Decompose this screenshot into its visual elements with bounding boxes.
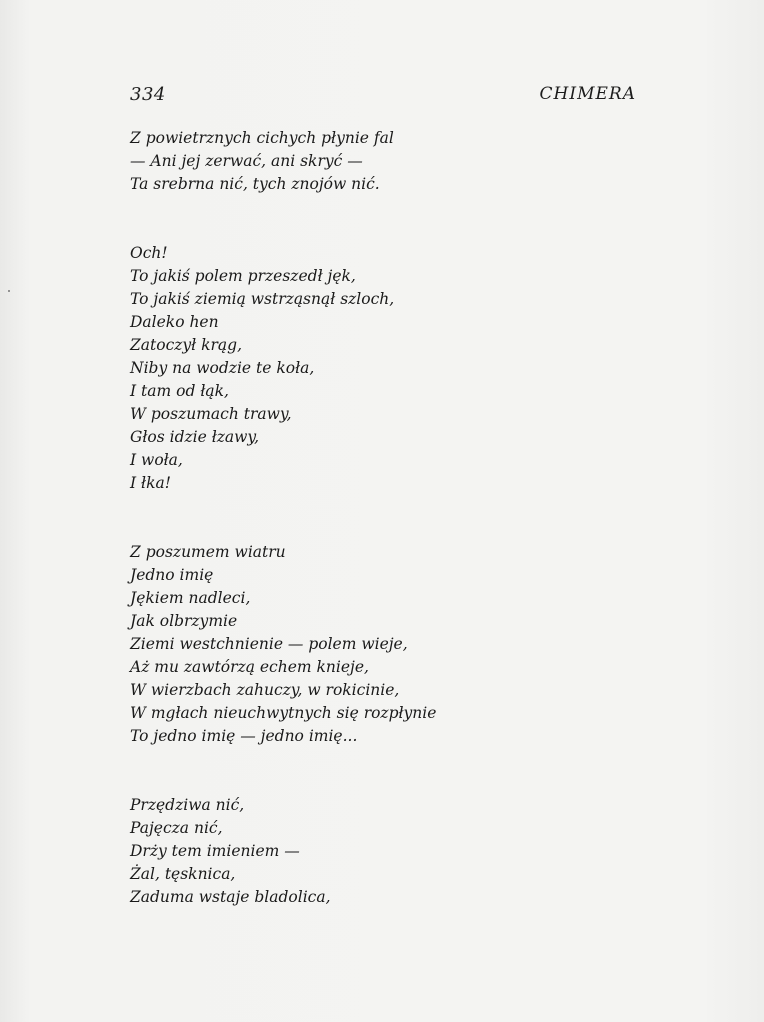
stanza-2 — [130, 242, 650, 495]
poem-line: Jedno imię — [130, 566, 214, 584]
poem-line: Ta srebrna nić, tych znojów nić. — [130, 175, 380, 193]
stanza-4 — [130, 794, 650, 909]
poem-body — [130, 127, 650, 909]
poem-line: Żal, tęsknica, — [130, 865, 236, 883]
page-number: 334 — [130, 84, 166, 105]
poem-line: Zatoczył krąg, — [130, 336, 243, 354]
page-header — [130, 84, 636, 112]
poem-line: W poszumach trawy, — [130, 405, 292, 423]
stanza-3 — [130, 541, 650, 748]
poem-line: Z poszumem wiatru — [130, 543, 286, 561]
poem-line: Pajęcza nić, — [130, 819, 223, 837]
stanza-1 — [130, 127, 650, 196]
poem-line: I tam od łąk, — [130, 382, 229, 400]
poem-line: Ziemi westchnienie — polem wieje, — [130, 635, 408, 653]
running-head: CHIMERA — [539, 84, 636, 104]
poem-line: — Ani jej zerwać, ani skryć — — [130, 152, 363, 170]
poem-line: Niby na wodzie te koła, — [130, 359, 315, 377]
poem-line: Aż mu zawtórzą echem knieje, — [130, 658, 369, 676]
poem-line: W wierzbach zahuczy, w rokicinie, — [130, 681, 400, 699]
poem-line: Drży tem imieniem — — [130, 842, 300, 860]
poem-line: I łka! — [130, 474, 171, 492]
poem-line: Och! — [130, 244, 168, 262]
poem-line: Zaduma wstaje bladolica, — [130, 888, 331, 906]
poem-line: To jedno imię — jedno imię... — [130, 727, 358, 745]
poem-line: To jakiś polem przeszedł jęk, — [130, 267, 356, 285]
poem-line: Przędziwa nić, — [130, 796, 245, 814]
poem-line: W mgłach nieuchwytnych się rozpłynie — [130, 704, 437, 722]
poem-line: Głos idzie łzawy, — [130, 428, 260, 446]
poem-line: I woła, — [130, 451, 183, 469]
poem-line: To jakiś ziemią wstrząsnął szloch, — [130, 290, 395, 308]
poem-line: Daleko hen — [130, 313, 219, 331]
margin-speck — [8, 290, 10, 292]
poem-line: Jak olbrzymie — [130, 612, 238, 630]
poem-line: Jękiem nadleci, — [130, 589, 251, 607]
poem-line: Z powietrznych cichych płynie fal — [130, 129, 394, 147]
